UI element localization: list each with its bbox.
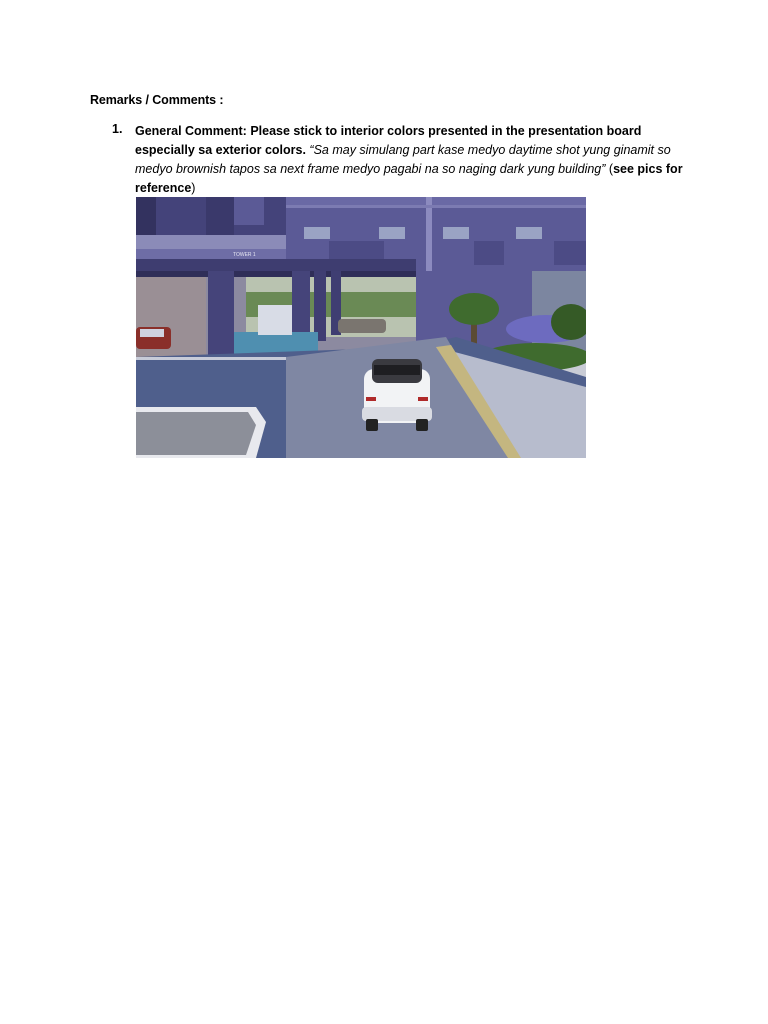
comment-quote: “Sa may simulang part kase medyo daytime shot yung ginamit so medyo brownish tapos sa next frame medyo pagabi na so naging dark yung building” [135,143,671,176]
reference-note: see pics for reference [135,162,683,195]
comment-body: Please stick to interior colors presented in the presentation board especially sa exterior colors. [135,124,642,157]
general-comment-label: General Comment: [135,124,247,138]
list-item-number: 1. [112,122,123,136]
list-item-text [135,122,695,198]
paren-close: ) [191,181,196,195]
tower-sign-text: TOWER 1 [233,252,256,258]
remarks-heading: Remarks / Comments : [90,93,224,107]
paren-open: ( [605,162,614,176]
reference-rendering-image [136,197,586,458]
